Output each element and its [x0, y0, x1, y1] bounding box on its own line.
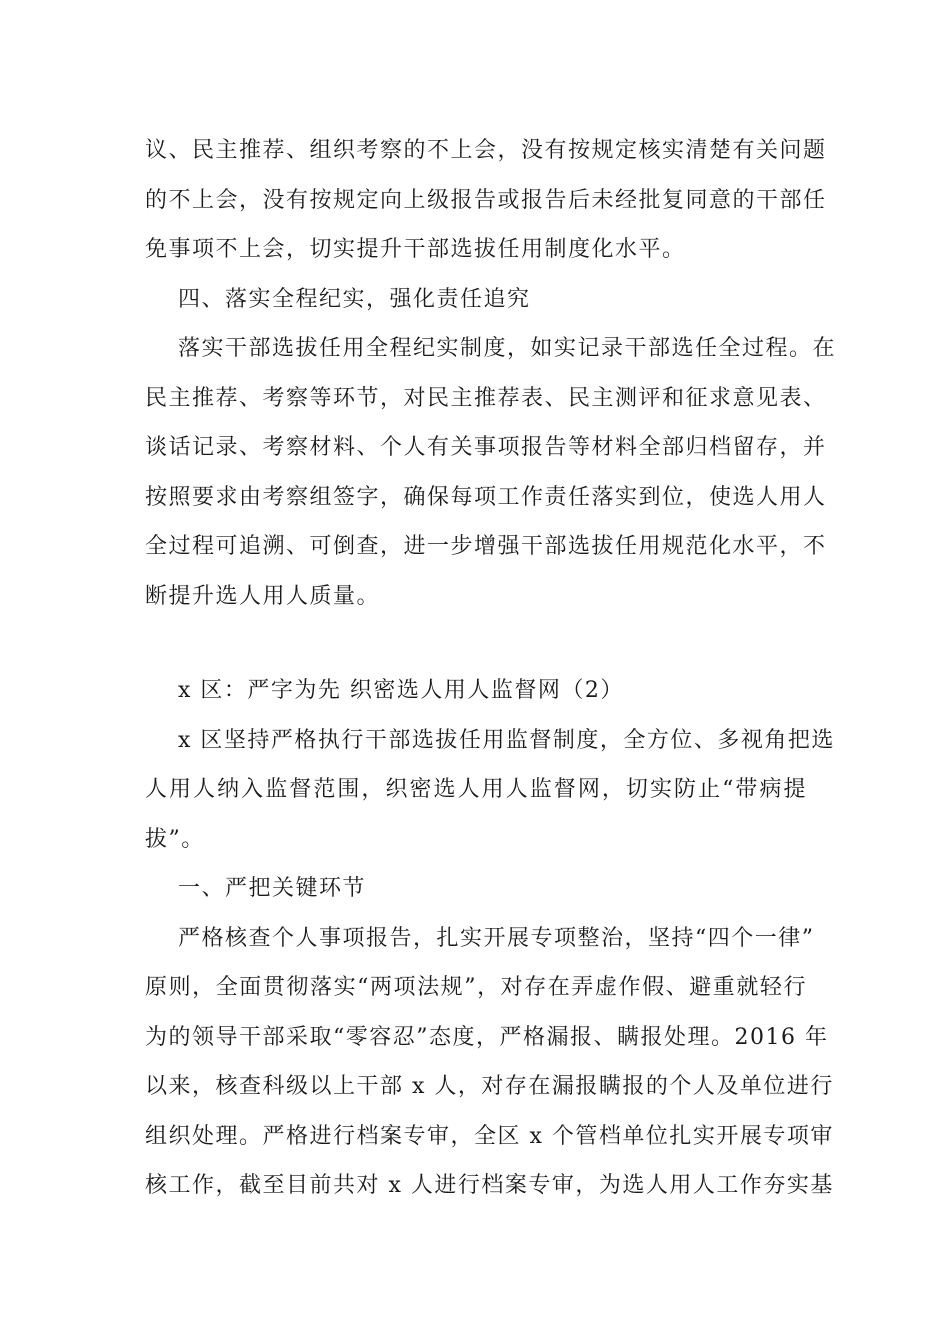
paragraph-line: 按照要求由考察组签字，确保每项工作责任落实到位，使选人用人: [145, 484, 827, 510]
paragraph-line: 原则，全面贯彻落实“两项法规”，对存在弄虚作假、避重就轻行: [145, 975, 807, 1000]
paragraph-line: 人用人纳入监督范围，织密选人用人监督网，切实防止“带病提: [145, 777, 807, 802]
paragraph-line: 民主推荐、考察等环节，对民主推荐表、民主测评和征求意见表、: [145, 385, 827, 411]
paragraph-line: 以来，核查科级以上干部 x 人，对存在漏报瞒报的个人及单位进行: [145, 1074, 834, 1099]
paragraph-line: 谈话记录、考察材料、个人有关事项报告等材料全部归档留存，并: [145, 435, 827, 460]
paragraph-line: 核工作，截至目前共对 x 人进行档案专审，为选人用人工作夯实基: [145, 1173, 834, 1198]
text-block-continuation: [145, 126, 837, 621]
text-block-article: [145, 666, 835, 1211]
article-title: x 区：严字为先 织密选人用人监督网（2）: [178, 678, 624, 703]
paragraph-line: 议、民主推荐、组织考察的不上会，没有按规定核实清楚有关问题: [145, 138, 827, 163]
paragraph-line: 组织处理。严格进行档案专审，全区 x 个管档单位扎实开展专项审: [145, 1123, 834, 1149]
paragraph-line: 落实干部选拔任用全程纪实制度，如实记录干部选任全过程。在: [178, 336, 837, 361]
paragraph-line: 断提升选人用人质量。: [145, 583, 381, 609]
paragraph-line: x 区坚持严格执行干部选拔任用监督制度，全方位、多视角把选: [178, 727, 835, 753]
section-heading: 四、落实全程纪实，强化责任追究: [178, 286, 531, 312]
paragraph-line: 拔”。: [145, 826, 205, 852]
section-heading: 一、严把关键环节: [178, 876, 367, 901]
paragraph-line: 的不上会，没有按规定向上级报告或报告后未经批复同意的干部任: [145, 187, 827, 213]
paragraph-line: 全过程可追溯、可倒查，进一步增强干部选拔任用规范化水平，不: [145, 534, 827, 559]
paragraph-line: 免事项不上会，切实提升干部选拔任用制度化水平。: [145, 237, 686, 262]
paragraph-line: 为的领导干部采取“零容忍”态度，严格漏报、瞒报处理。2016 年: [145, 1024, 829, 1050]
paragraph-line: 严格核查个人事项报告，扎实开展专项整治，坚持“四个一律”: [178, 925, 815, 951]
